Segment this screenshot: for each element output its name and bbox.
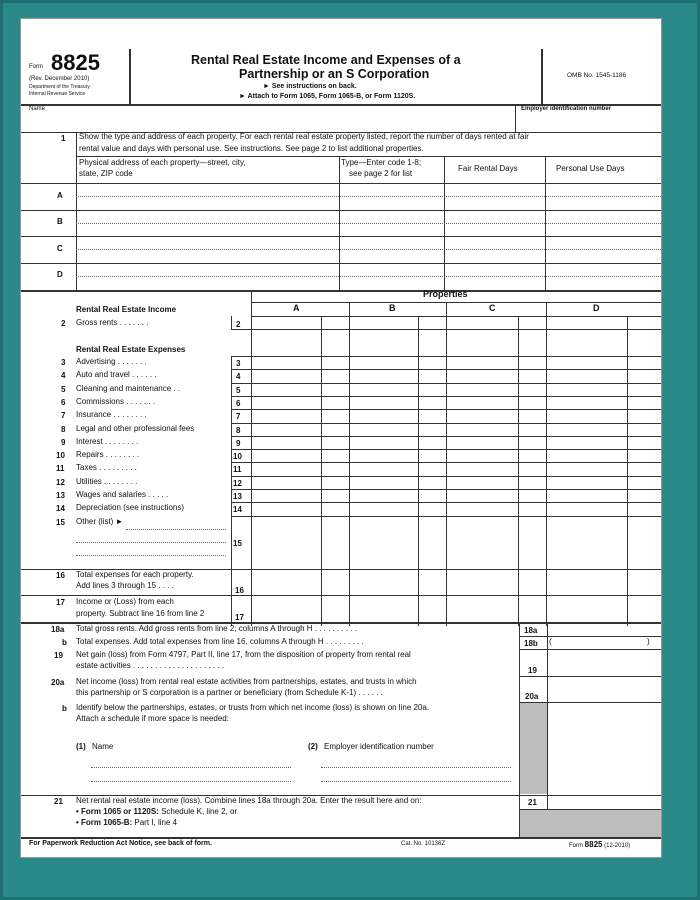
expense-label: Depreciation (see instructions) xyxy=(76,503,185,512)
box-number: 8 xyxy=(236,426,241,435)
expense-label: Other (list) ► xyxy=(76,517,124,526)
expense-label: Cleaning and maintenance . . xyxy=(76,384,181,393)
instructions-note: ► See instructions on back. xyxy=(263,83,357,90)
col-address-header2: state, ZIP code xyxy=(79,169,133,178)
box-number: 7 xyxy=(236,412,241,421)
property-row-label: D xyxy=(57,270,63,279)
line-number: 20a xyxy=(51,678,65,687)
property-row-label: C xyxy=(57,244,63,253)
line-number: 11 xyxy=(56,464,65,473)
box-number: 16 xyxy=(235,586,244,595)
box-number: 5 xyxy=(236,386,241,395)
line20a-text1: Net income (loss) from rental real estate activities from partnerships, estates, and trusts in which xyxy=(76,677,417,686)
paperwork-notice: For Paperwork Reduction Act Notice, see back of form. xyxy=(29,840,212,847)
line19-text2: estate activities . . . . . . . . . . . . . . . . . . . . . xyxy=(76,661,225,670)
ein-field-label: Employer identification number xyxy=(521,106,612,112)
property-row-label: B xyxy=(57,217,63,226)
expense-label: Repairs . . . . . . . . xyxy=(76,450,140,459)
name-field-label: Name xyxy=(29,106,46,112)
row-rule xyxy=(231,449,661,450)
row-rule xyxy=(231,423,661,424)
paren-open: ( xyxy=(549,637,552,646)
col-personal-use-header: Personal Use Days xyxy=(556,164,625,173)
box-number: 21 xyxy=(528,798,537,807)
line-number: 16 xyxy=(56,571,65,580)
row-rule xyxy=(231,462,661,463)
property-col-header: C xyxy=(489,303,496,313)
box-number: 6 xyxy=(236,399,241,408)
ein-col-label: Employer identification number xyxy=(324,742,434,751)
catalog-number: Cat. No. 10136Z xyxy=(401,841,446,847)
income-heading: Rental Real Estate Income xyxy=(76,305,177,314)
line-number: b xyxy=(62,704,67,713)
expense-label: Wages and salaries . . . . . xyxy=(76,490,169,499)
form-number: 8825 xyxy=(51,50,100,75)
box-number: 18b xyxy=(524,639,538,648)
department-label: Department of the Treasury xyxy=(29,84,90,90)
line21-text1: Net rental real estate income (loss). Combine lines 18a through 20a. Enter the result here and on: xyxy=(76,796,422,805)
row-rule xyxy=(231,476,661,477)
properties-heading: Properties xyxy=(423,289,468,299)
box-number: 15 xyxy=(233,539,242,548)
line-number: 19 xyxy=(54,651,63,660)
line16-text2: Add lines 3 through 15 . . . . xyxy=(76,581,174,590)
line-number: 10 xyxy=(56,451,65,460)
line-number: b xyxy=(62,638,67,647)
line-number: 9 xyxy=(61,438,66,447)
row-rule xyxy=(231,516,661,517)
expense-label: Commissions . . . . . . . xyxy=(76,397,156,406)
col-address-header1: Physical address of each property—street, city, xyxy=(79,158,246,167)
attach-note: ► Attach to Form 1065, Form 1065-B, or Form 1120S. xyxy=(239,93,416,100)
box-number: 4 xyxy=(236,372,241,381)
line-number: 2 xyxy=(61,319,66,328)
box-number: 2 xyxy=(236,320,241,329)
line-number: 21 xyxy=(54,797,63,806)
line-number: 15 xyxy=(56,518,65,527)
line-number: 5 xyxy=(61,385,66,394)
row-rule xyxy=(231,409,661,410)
row-rule xyxy=(231,436,661,437)
irs-label: Internal Revenue Service xyxy=(29,91,86,97)
expense-label: Insurance . . . . . . . . xyxy=(76,410,147,419)
line20b-text1: Identify below the partnerships, estates, or trusts from which net income (loss) is shown on line 20a. xyxy=(76,703,430,712)
row-rule xyxy=(231,396,661,397)
box-number: 18a xyxy=(524,626,538,635)
paren-close: ) xyxy=(647,637,650,646)
name-col-number: (1) xyxy=(76,742,86,751)
col-fair-rental-header: Fair Rental Days xyxy=(458,164,518,173)
ein-col-number: (2) xyxy=(308,742,318,751)
box-number: 20a xyxy=(525,692,539,701)
property-col-header: A xyxy=(293,303,300,313)
line21-bullet1: • Form 1065 or 1120S: Schedule K, line 2, or xyxy=(76,807,238,816)
line-number: 18a xyxy=(51,625,65,634)
line-number: 13 xyxy=(56,491,65,500)
form-title-line1: Rental Real Estate Income and Expenses of a xyxy=(191,53,461,67)
line1-number: 1 xyxy=(61,134,66,143)
expense-label: Taxes . . . . . . . . . xyxy=(76,463,137,472)
expense-label: Auto and travel . . . . . . xyxy=(76,370,157,379)
line-number: 4 xyxy=(61,371,66,380)
name-col-label: Name xyxy=(92,742,114,751)
expense-label: Legal and other professional fees xyxy=(76,424,195,433)
line-number: 14 xyxy=(56,504,65,513)
box-number: 12 xyxy=(233,479,242,488)
property-col-header: D xyxy=(593,303,600,313)
box-number: 13 xyxy=(233,492,242,501)
line19-text1: Net gain (loss) from Form 4797, Part II, line 17, from the disposition of property from rental real xyxy=(76,650,411,659)
expense-label: Utilities . . . . . . . . xyxy=(76,477,138,486)
gross-rents-label: Gross rents . . . . . . . xyxy=(76,318,149,327)
line1-text2: rental value and days with personal use. See instructions. See page 2 to list additional properties. xyxy=(79,144,424,153)
form-page xyxy=(20,18,662,858)
line-number: 6 xyxy=(61,398,66,407)
line17-text2: property. Subtract line 16 from line 2 xyxy=(76,609,205,618)
line-number: 12 xyxy=(56,478,65,487)
box-number: 3 xyxy=(236,359,241,368)
property-row-label: A xyxy=(57,191,63,200)
row-rule xyxy=(231,369,661,370)
line1-text1: Show the type and address of each property. For each rental real estate property listed, report the number of days rented at fair xyxy=(79,132,529,141)
box-number: 19 xyxy=(528,666,537,675)
row-rule xyxy=(231,502,661,503)
box-number: 10 xyxy=(233,452,242,461)
line20b-text2: Attach a schedule if more space is needed: xyxy=(76,714,229,723)
line16-text1: Total expenses for each property. xyxy=(76,570,194,579)
col-type-header1: Type—Enter code 1-8; xyxy=(341,158,422,167)
expense-label: Advertising . . . . . . . xyxy=(76,357,147,366)
expenses-heading: Rental Real Estate Expenses xyxy=(76,345,186,354)
revision-date: (Rev. December 2010) xyxy=(29,76,90,82)
line18a-text: Total gross rents. Add gross rents from line 2, columns A through H . . . . . . . . . . xyxy=(76,624,358,633)
box-number: 9 xyxy=(236,439,241,448)
omb-number: OMB No. 1545-1186 xyxy=(567,72,627,79)
form-label: Form xyxy=(29,64,43,70)
line18b-text: Total expenses. Add total expenses from line 16, columns A through H . . . . . . . . . xyxy=(76,637,364,646)
row-rule xyxy=(231,383,661,384)
box-number: 17 xyxy=(235,613,244,622)
line-number: 3 xyxy=(61,358,66,367)
line-number: 7 xyxy=(61,411,66,420)
line21-bullet2: • Form 1065-B: Part I, line 4 xyxy=(76,818,178,827)
line17-text1: Income or (Loss) from each xyxy=(76,597,174,606)
col-type-header2: see page 2 for list xyxy=(349,169,413,178)
box-number: 11 xyxy=(233,465,242,474)
line20a-text2: this partnership or S corporation is a partner or beneficiary (from Schedule K-1) . . . . . . xyxy=(76,688,383,697)
footer-form-id: Form 8825 (12-2010) xyxy=(569,840,631,849)
expense-label: Interest . . . . . . . . xyxy=(76,437,139,446)
line-number: 8 xyxy=(61,425,66,434)
line-number: 17 xyxy=(56,598,65,607)
row-rule xyxy=(231,489,661,490)
property-col-header: B xyxy=(389,303,396,313)
form-title-line2: Partnership or an S Corporation xyxy=(239,67,430,81)
box-number: 14 xyxy=(233,505,242,514)
